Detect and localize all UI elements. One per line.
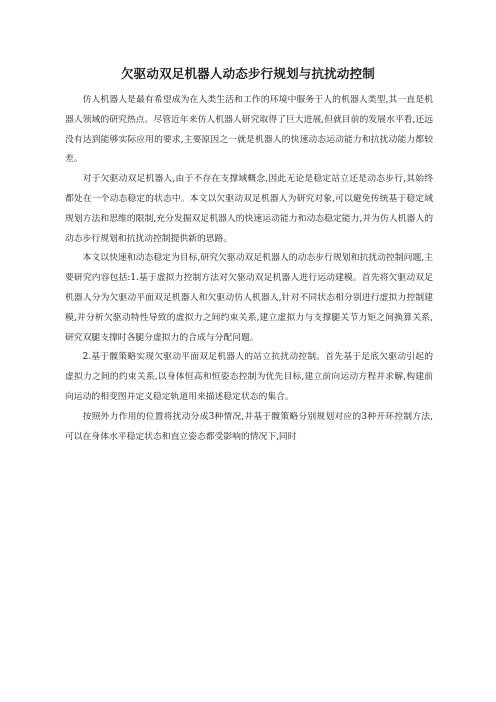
- document-title: 欠驱动双足机器人动态步行规划与抗扰动控制: [120, 66, 375, 81]
- paragraph-1: 仿人机器人是最有希望成为在人类生活和工作的环境中服务于人的机器人类型,其一直是机器人领域的研究热点。尽管近年来仿人机器人研究取得了巨大进展,但就目前的发展水平看,还远没有达到能够实际应用的要求,主要原因之一就是机器人的快速动态运动能力和抗扰动能力都较差。: [65, 95, 433, 165]
- paragraph-2: 对于欠驱动双足机器人,由于不存在支撑域概念,因此无论是稳定站立还是动态步行,其始终都处在一个动态稳定的状态中。本文以欠驱动双足机器人为研究对象,可以避免传统基于稳定域规划方法和思维的限制,充分发掘双足机器人的快速运动能力和动态稳定能力,并为仿人机器人的动态步行规划和抗扰动控制提供新的思路。: [65, 174, 433, 244]
- paragraph-4: 2.基于髋策略实现欠驱动平面双足机器人的站立抗扰动控制。首先基于足底欠驱动引起的虚拟力之间的约束关系,以身体恒高和恒姿态控制为优先目标,建立前向运动方程并求解,构建前向运动的相变图并定义稳定轨道用来描述稳定状态的集合。: [65, 352, 433, 402]
- paragraph-3: 本文以快速和动态稳定为目标,研究欠驱动双足机器人的动态步行规划和抗扰动控制问题,主要研究内容包括:1.基于虚拟力控制方法对欠驱动双足机器人进行运动建模。首先将欠驱动双足机器人分为欠驱动平面双足机器人和欠驱动仿人机器人,针对不同状态相分别进行虚拟力控制建模,并分析欠驱动特性导致的虚拟力之间约束关系,建立虚拟力与支撑腿关节力矩之间换算关系,研究双腿支撑时各腿分虚拟力的合成与分配问题。: [65, 253, 433, 343]
- paragraph-5: 按照外力作用的位置将扰动分成3种情况,并基于髋策略分别规划对应的3种开环控制方法,可以在身体水平稳定状态和直立姿态都受影响的情况下,同时: [65, 411, 433, 442]
- document-body: [65, 91, 433, 447]
